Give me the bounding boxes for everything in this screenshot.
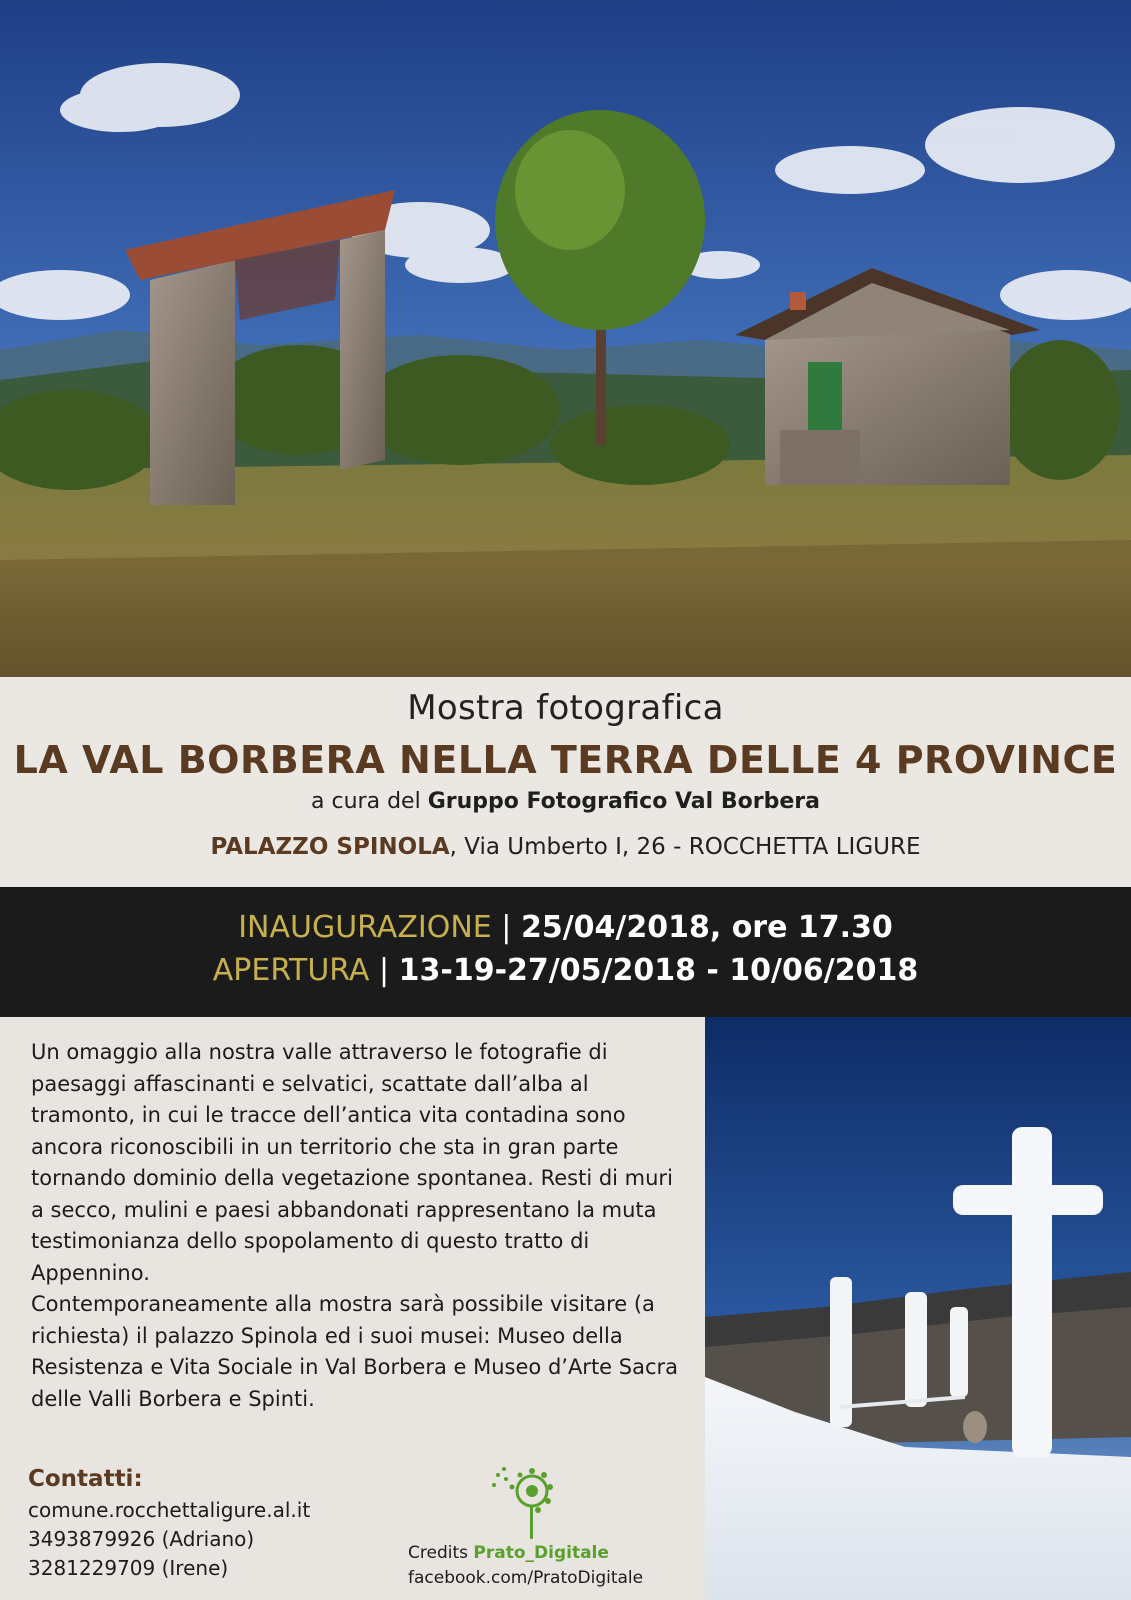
venue-name: PALAZZO SPINOLA — [210, 834, 450, 860]
credits-facebook-link[interactable]: facebook.com/PratoDigitale — [408, 1568, 644, 1588]
opening-label: APERTURA — [212, 953, 370, 988]
hero-photo-mountain-houses — [0, 0, 1131, 677]
credits-prefix: Credits — [408, 1543, 474, 1563]
contact-phone-adriano: 3493879926 (Adriano) — [28, 1527, 255, 1551]
contact-phone-irene: 3281229709 (Irene) — [28, 1556, 229, 1580]
credits-brand: Prato_Digitale — [473, 1543, 609, 1563]
inauguration-label: INAUGURAZIONE — [238, 910, 492, 945]
hero-illustration — [0, 0, 1131, 677]
winter-illustration — [705, 1017, 1131, 1600]
exhibition-title: LA VAL BORBERA NELLA TERRA DELLE 4 PROVINCE — [13, 738, 1118, 782]
opening-dates: 13-19-27/05/2018 - 10/06/2018 — [398, 953, 919, 988]
curator-name: Gruppo Fotografico Val Borbera — [427, 789, 820, 814]
opening-line — [0, 953, 1131, 988]
inauguration-line — [0, 910, 1131, 945]
opening-separator: | — [379, 953, 390, 988]
venue-line — [0, 834, 1131, 860]
description-paragraph-2: Contemporaneamente alla mostra sarà possibile visitare (a richiesta) il palazzo Spinola ed i suoi musei: Museo della Resistenza e Vita Sociale in Val Borbera e Museo d’Arte Sacra delle Valli Borbera e Spinti. — [31, 1292, 679, 1411]
dandelion-icon — [492, 1465, 558, 1541]
credits-label — [408, 1543, 609, 1563]
inauguration-separator: | — [501, 910, 512, 945]
description-paragraph-1: Un omaggio alla nostra valle attraverso le fotografie di paesaggi affascinanti e selvatici, scattate dall’alba al tramonto, in cui le tracce dell’antica vita contadina sono ancora riconoscibili in un territorio che sta in gran parte tornando dominio della vegetazione spontanea. Resti di muri a secco, mulini e paesi abbandonati rappresentano la muta testimonianza dello spopolamento di questo tratto di Appennino. — [31, 1040, 673, 1285]
curator-line — [0, 789, 1131, 814]
inauguration-date: 25/04/2018, ore 17.30 — [520, 910, 893, 945]
dates-band — [0, 887, 1131, 1017]
winter-photo-snowy-cross — [705, 1017, 1131, 1600]
title-band — [0, 677, 1131, 887]
contacts-block — [28, 1466, 310, 1583]
description-text — [31, 1037, 691, 1415]
venue-address: , Via Umberto I, 26 - ROCCHETTA LIGURE — [449, 834, 921, 860]
contacts-heading: Contatti: — [28, 1466, 143, 1492]
contact-website: comune.rocchettaligure.al.it — [28, 1498, 311, 1522]
exhibition-subtitle: Mostra fotografica — [407, 688, 724, 728]
curator-prefix: a cura del — [311, 789, 428, 814]
